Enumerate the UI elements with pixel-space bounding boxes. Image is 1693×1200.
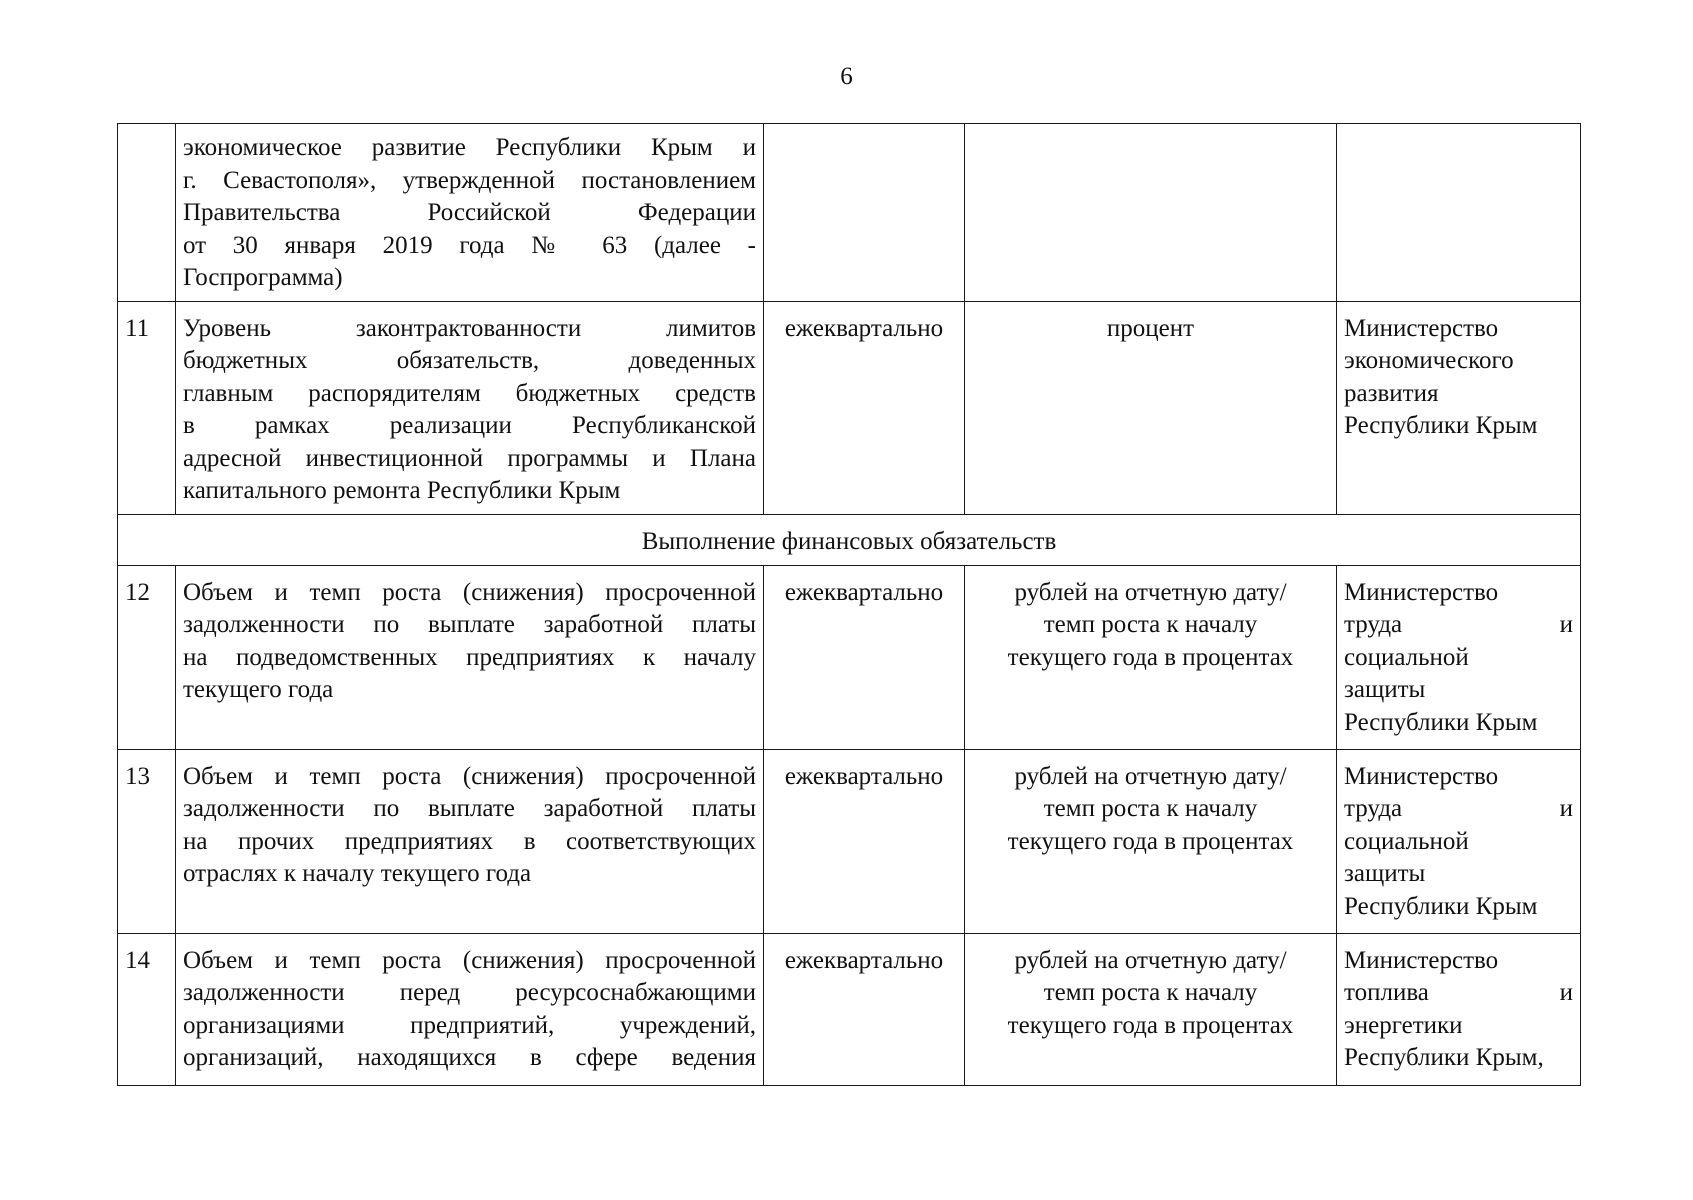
text-line: защиты	[1344, 860, 1426, 887]
unit-cell	[965, 565, 1337, 749]
text-line: текущего года в процентах	[1007, 1011, 1294, 1039]
text-line: организаций, находящихся в сфере ведения	[183, 1044, 756, 1071]
unit-cell	[965, 933, 1337, 1085]
text-line: Правительства Российской Федерации	[183, 199, 756, 226]
text-line: Республики Крым	[1344, 708, 1538, 736]
text-line: Министерство	[1344, 578, 1499, 606]
section-row	[118, 514, 1581, 565]
text-line: развития	[1344, 379, 1439, 407]
indicator-name-cell	[176, 565, 764, 749]
indicator-name-cell	[176, 301, 764, 514]
period-cell: ежеквартально	[764, 749, 965, 933]
text-line: социальной	[1344, 827, 1469, 855]
text-line: задолженности по выплате заработной платы	[183, 611, 756, 638]
unit-cell: процент	[965, 301, 1337, 514]
text-line: темп роста к началу	[1043, 611, 1258, 638]
period-cell: ежеквартально	[764, 301, 965, 514]
text-line: рублей на отчетную дату/	[1014, 762, 1287, 790]
text-line: Министерство	[1344, 946, 1499, 974]
responsible-cell	[1337, 565, 1581, 749]
text-line: Госпрограмма)	[183, 264, 343, 291]
row-number-cell: 12	[118, 565, 176, 749]
page-number: 6	[840, 63, 853, 90]
text-line: бюджетных обязательств, доведенных	[183, 347, 756, 374]
row-number-cell: 11	[118, 301, 176, 514]
responsible-cell	[1337, 301, 1581, 514]
text-line: труда и	[1344, 611, 1573, 638]
table-row	[118, 933, 1581, 1085]
text-line: текущего года в процентах	[1007, 643, 1294, 671]
text-line: энергетики	[1344, 1011, 1463, 1039]
text-line: труда и	[1344, 795, 1573, 822]
unit-cell	[965, 749, 1337, 933]
text-line: г. Севастополя», утвержденной постановлением	[183, 166, 756, 194]
text-line: экономическое развитие Республики Крым и	[183, 134, 756, 161]
section-title: Выполнение финансовых обязательств	[118, 514, 1581, 565]
responsible-cell	[1337, 933, 1581, 1085]
text-line: темп роста к началу	[1043, 979, 1258, 1006]
text-line: рублей на отчетную дату/	[1014, 578, 1287, 606]
text-line: текущего года в процентах	[1007, 827, 1294, 855]
text-line: экономического	[1344, 347, 1514, 374]
responsible-cell	[1337, 124, 1581, 302]
text-line: защиты	[1344, 676, 1426, 703]
text-line: Объем и темп роста (снижения) просроченной	[183, 762, 756, 790]
period-cell	[764, 124, 965, 302]
text-line: задолженности по выплате заработной платы	[183, 795, 756, 822]
text-line: текущего года	[183, 676, 334, 703]
text-line: Уровень законтрактованности лимитов	[183, 314, 756, 342]
row-number-cell: 13	[118, 749, 176, 933]
text-line: темп роста к началу	[1043, 795, 1258, 822]
text-line: организациями предприятий, учреждений,	[183, 1011, 756, 1039]
table-row	[118, 749, 1581, 933]
text-line: на подведомственных предприятиях к началу	[183, 643, 756, 671]
text-line: социальной	[1344, 643, 1469, 671]
text-line: Объем и темп роста (снижения) просроченной	[183, 946, 756, 974]
row-number-cell: 14	[118, 933, 176, 1085]
text-line: рублей на отчетную дату/	[1014, 946, 1287, 974]
text-line: топлива и	[1344, 979, 1573, 1006]
period-cell: ежеквартально	[764, 933, 965, 1085]
text-line: Республики Крым	[1344, 892, 1538, 920]
text-line: адресной инвестиционной программы и Плана	[183, 444, 756, 472]
indicator-name-cell	[176, 933, 764, 1085]
period-cell: ежеквартально	[764, 565, 965, 749]
indicator-name-cell	[176, 124, 764, 302]
text-line: от 30 января 2019 года № 63 (далее -	[183, 231, 756, 259]
indicators-table	[117, 123, 1581, 1086]
indicator-name-cell	[176, 749, 764, 933]
unit-cell	[965, 124, 1337, 302]
text-line: капитального ремонта Республики Крым	[183, 477, 621, 504]
table-row	[118, 565, 1581, 749]
row-number-cell	[118, 124, 176, 302]
text-line: Объем и темп роста (снижения) просроченной	[183, 578, 756, 606]
table-row	[118, 124, 1581, 302]
text-line: Республики Крым	[1344, 412, 1538, 439]
text-line: в рамках реализации Республиканской	[183, 412, 756, 439]
table-row	[118, 301, 1581, 514]
text-line: задолженности перед ресурсоснабжающими	[183, 979, 756, 1006]
text-line: Министерство	[1344, 314, 1499, 342]
text-line: отраслях к началу текущего года	[183, 860, 532, 887]
text-line: Министерство	[1344, 762, 1499, 790]
text-line: Республики Крым,	[1344, 1044, 1544, 1071]
text-line: главным распорядителям бюджетных средств	[183, 379, 756, 407]
responsible-cell	[1337, 749, 1581, 933]
text-line: на прочих предприятиях в соответствующих	[183, 827, 756, 855]
